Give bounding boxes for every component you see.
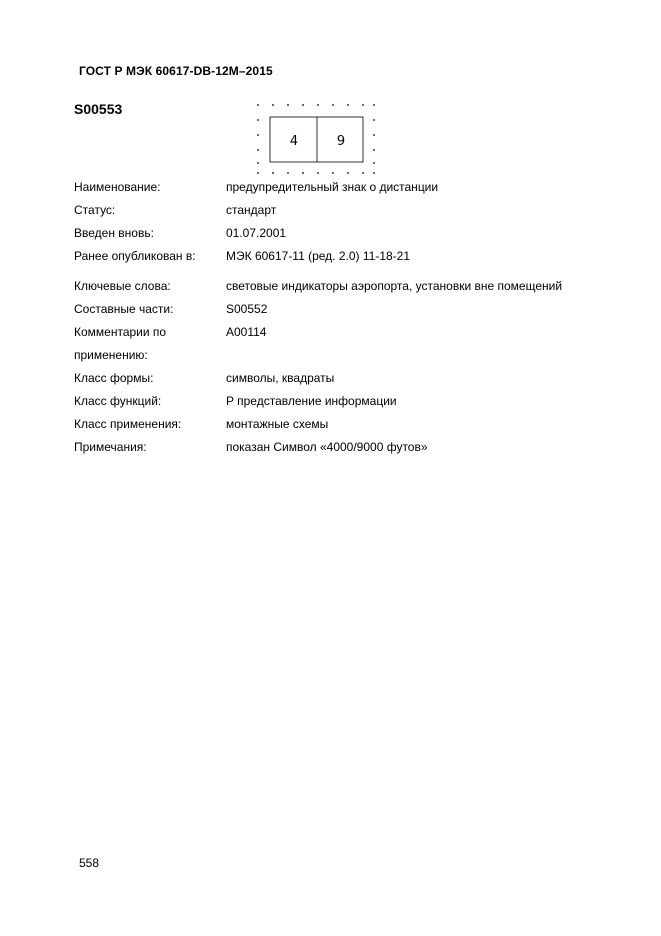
properties-list bbox=[74, 176, 594, 459]
property-label: Введен вновь: bbox=[74, 226, 154, 240]
property-row-published bbox=[74, 245, 594, 268]
property-row-keywords bbox=[74, 275, 594, 298]
property-row-status bbox=[74, 199, 594, 222]
property-row-components bbox=[74, 298, 594, 321]
property-value: монтажные схемы bbox=[226, 417, 329, 431]
document-header: ГОСТ Р МЭК 60617-DB-12M–2015 bbox=[79, 64, 273, 78]
property-row-comments bbox=[74, 321, 594, 367]
symbol-svg bbox=[256, 103, 376, 175]
grid-dots bbox=[257, 104, 375, 174]
property-value: стандарт bbox=[226, 203, 277, 217]
property-value: A00114 bbox=[226, 325, 267, 339]
property-value: 01.07.2001 bbox=[226, 226, 287, 240]
property-value: символы, квадраты bbox=[226, 371, 335, 385]
property-value: световые индикаторы аэропорта, установки вне помещений bbox=[226, 279, 563, 293]
symbol-outline bbox=[270, 117, 363, 162]
property-value: S00552 bbox=[226, 302, 268, 316]
property-value: показан Символ «4000/9000 футов» bbox=[226, 440, 428, 454]
property-row-form-class bbox=[74, 367, 594, 390]
property-value: предупредительный знак о дистанции bbox=[226, 180, 439, 194]
property-label: Ранее опубликован в: bbox=[74, 249, 196, 263]
property-label: Примечания: bbox=[74, 440, 147, 454]
property-label: Класс формы: bbox=[74, 371, 154, 385]
property-label: Класс применения: bbox=[74, 417, 182, 431]
property-value: МЭК 60617-11 (ред. 2.0) 11-18-21 bbox=[226, 249, 411, 263]
property-value: P представление информации bbox=[226, 394, 397, 408]
symbol-graphic bbox=[256, 103, 376, 175]
symbol-code: S00553 bbox=[74, 101, 123, 117]
property-row-notes bbox=[74, 436, 594, 459]
property-label: Наименование: bbox=[74, 180, 161, 194]
property-row-function-class bbox=[74, 390, 594, 413]
symbol-left-digit: 4 bbox=[289, 134, 299, 149]
property-row-application-class bbox=[74, 413, 594, 436]
property-label: Ключевые слова: bbox=[74, 279, 171, 293]
property-row-introduced bbox=[74, 222, 594, 245]
property-row-name bbox=[74, 176, 594, 199]
page-number: 558 bbox=[79, 856, 100, 870]
property-label: Составные части: bbox=[74, 302, 174, 316]
property-label: Класс функций: bbox=[74, 394, 162, 408]
property-label: Комментарии по применению: bbox=[74, 325, 167, 362]
symbol-right-digit: 9 bbox=[336, 134, 346, 149]
property-label: Статус: bbox=[74, 203, 116, 217]
